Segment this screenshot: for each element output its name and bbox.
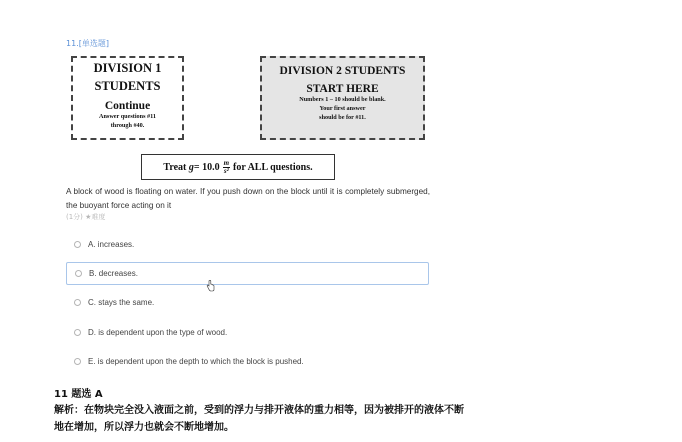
division-1-note-line1: Answer questions #11: [99, 113, 156, 120]
hand-cursor-icon: [206, 280, 215, 292]
division-1-continue: Continue: [104, 100, 151, 112]
option-b-label: B. decreases.: [89, 269, 138, 278]
option-d-label: D. is dependent upon the type of wood.: [88, 328, 228, 337]
option-e[interactable]: [66, 350, 429, 373]
division-2-note-line1: Numbers 1 – 10 should be blank.: [299, 96, 386, 103]
option-e-label: E. is dependent upon the depth to which the block is pushed.: [88, 357, 304, 366]
treat-g-variable: g: [188, 161, 194, 173]
gravity-constant-box: [141, 154, 335, 180]
radio-icon[interactable]: [74, 241, 81, 248]
question-number-label: 11.[单选题]: [66, 39, 109, 48]
explanation-line1: 解析：在物块完全没入液面之前，受到的浮力与排开液体的重力相等，因为被排开的液体不断: [54, 405, 464, 416]
division-2-note-line3: should be for #11.: [319, 114, 366, 121]
radio-icon[interactable]: [75, 270, 82, 277]
option-a[interactable]: [66, 233, 429, 256]
division-1-title-line1: DIVISION 1: [93, 61, 162, 75]
treat-prefix: Treat: [163, 161, 187, 173]
treat-suffix: for ALL questions.: [233, 161, 313, 173]
radio-icon[interactable]: [74, 358, 81, 365]
treat-unit-fraction: [223, 160, 230, 175]
explanation-line2: 地在增加，所以浮力也就会不断地增加。: [54, 422, 234, 433]
answer-line: 11 题选 A: [54, 389, 103, 400]
division-1-title-line2: STUDENTS: [94, 79, 161, 93]
division-1-box: [71, 56, 184, 140]
option-a-label: A. increases.: [88, 240, 135, 249]
question-score: (1分) ★难度: [66, 213, 106, 221]
division-2-start-here: START HERE: [306, 83, 379, 95]
treat-unit-numerator: m: [223, 158, 230, 167]
answer-explanation: [54, 402, 614, 436]
option-c[interactable]: [66, 291, 429, 314]
option-c-label: C. stays the same.: [88, 298, 155, 307]
option-b[interactable]: [66, 262, 429, 285]
treat-unit-denominator: s²: [223, 166, 229, 175]
division-2-box: [260, 56, 425, 140]
option-d[interactable]: [66, 321, 429, 344]
radio-icon[interactable]: [74, 329, 81, 336]
question-stem: A block of wood is floating on water. If you push down on the block until it is completely submerged, the buoyant force acting on it: [66, 187, 430, 210]
division-1-note-line2: through #40.: [110, 122, 145, 129]
radio-icon[interactable]: [74, 299, 81, 306]
treat-value: = 10.0: [193, 161, 220, 173]
division-2-title: DIVISION 2 STUDENTS: [279, 65, 406, 77]
division-2-note-line2: Your first answer: [319, 105, 366, 112]
